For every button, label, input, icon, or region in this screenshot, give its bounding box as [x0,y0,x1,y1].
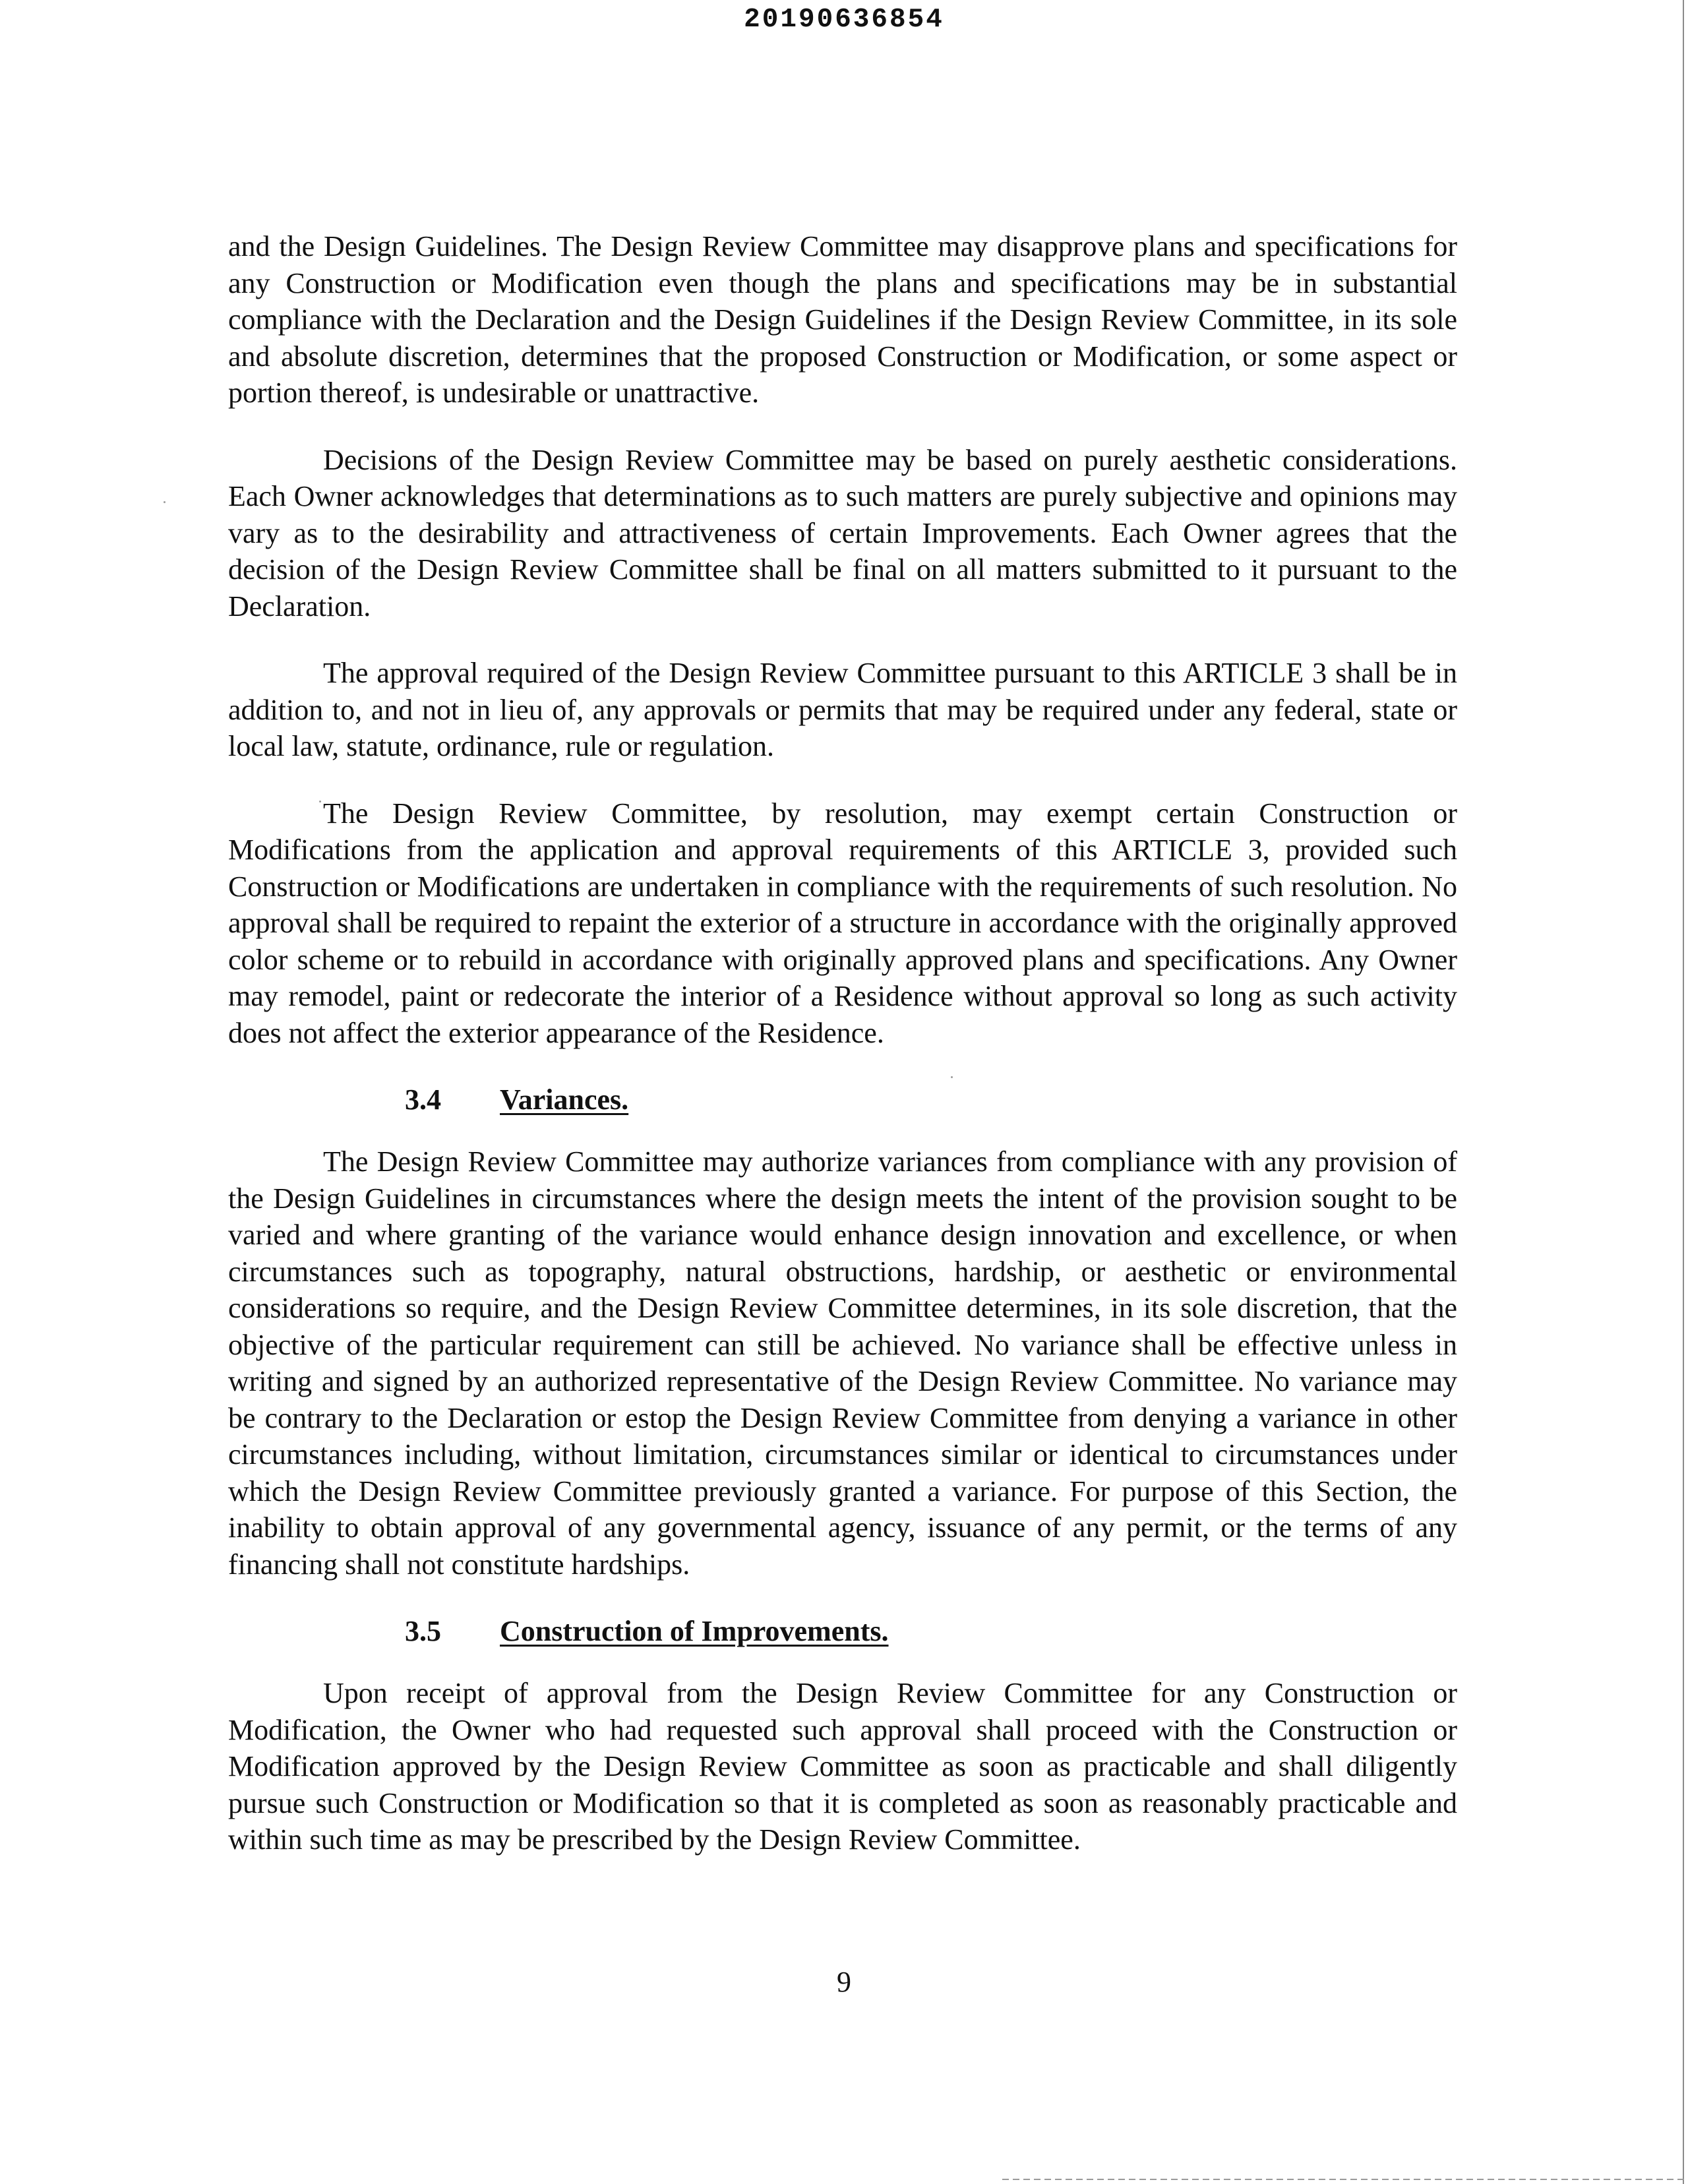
page-number: 9 [837,1966,851,1998]
section-title: Construction of Improvements. [500,1615,889,1647]
paragraph-construction-of-improvements: Upon receipt of approval from the Design Review Committee for any Construction or Modification, the Owner who had requested such approval shall proceed with the Construction or Modification approved by the Design Review Committee as soon as practicable and shall diligently pursue such Construction or Modification so that it is completed as soon as reasonably practicable and within such time as may be prescribed by the Design Review Committee. [228,1677,1457,1856]
paragraph-variances: The Design Review Committee may authorize variances from compliance with any provision of the Design Guidelines in circumstances where the design meets the intent of the provision sought to be varied and where granting of the variance would enhance design innovation and excellence, or when circumstances such as topography, natural obstructions, hardship, or aesthetic or environmental considerations so require, and the Design Review Committee determines, in its sole discretion, that the objective of the particular requirement can still be achieved. No variance shall be effective unless in writing and signed by an authorized representative of the Design Review Committee. No variance may be contrary to the Declaration or estop the Design Review Committee from denying a variance in other circumstances including, without limitation, circumstances similar or identical to circumstances under which the Design Review Committee previously granted a variance. For purpose of this Section, the inability to obtain approval of any governmental agency, issuance of any permit, or the terms of any financing shall not constitute hardships. [228,1145,1457,1581]
paragraph-exemptions: The Design Review Committee, by resolution, may exempt certain Construction or Modifications from the application and approval requirements of this ARTICLE 3, provided such Construction or Modifications are undertaken in compliance with the requirements of such resolution. No approval shall be required to repaint the exterior of a structure in accordance with the originally approved color scheme or to rebuild in accordance with originally approved plans and specifications. Any Owner may remodel, paint or redecorate the interior of a Residence without approval so long as such activity does not affect the exterior appearance of the Residence. [228,797,1457,1049]
section-number: 3.5 [405,1615,441,1647]
document-body [228,228,1457,1889]
scan-speck [164,501,166,503]
paragraph-aesthetic-decisions: Decisions of the Design Review Committee may be based on purely aesthetic considerations. Each Owner acknowledges that determinations as to such matters are purely subjective and opinions may vary as to the desirability and attractiveness of certain Improvements. Each Owner agrees that the decision of the Design Review Committee shall be final on all matters submitted to it pursuant to the Declaration. [228,443,1457,622]
paragraph-approval-in-addition: The approval required of the Design Review Committee pursuant to this ARTICLE 3 shall be in addition to, and not in lieu of, any approvals or permits that may be required under any federal, state or local law, statute, ordinance, rule or regulation. [228,657,1457,762]
scan-speck [319,801,321,803]
section-title: Variances. [500,1083,629,1116]
document-number: 20190636854 [744,5,944,35]
section-heading-construction-of-improvements [228,1613,1457,1650]
scan-bottom-edge [1002,2179,1688,2180]
section-heading-variances [228,1081,1457,1118]
paragraph-continuation: and the Design Guidelines. The Design Review Committee may disapprove plans and specifications for any Construction or Modification even though the plans and specifications may be in substantial compliance with the Declaration and the Design Guidelines if the Design Review Committee, in its sole and absolute discretion, determines that the proposed Construction or Modification, or some aspect or portion thereof, is undesirable or unattractive. [228,230,1457,409]
scan-speck [951,1076,953,1078]
scan-edge-line [1683,0,1684,2184]
section-number: 3.4 [405,1083,441,1116]
